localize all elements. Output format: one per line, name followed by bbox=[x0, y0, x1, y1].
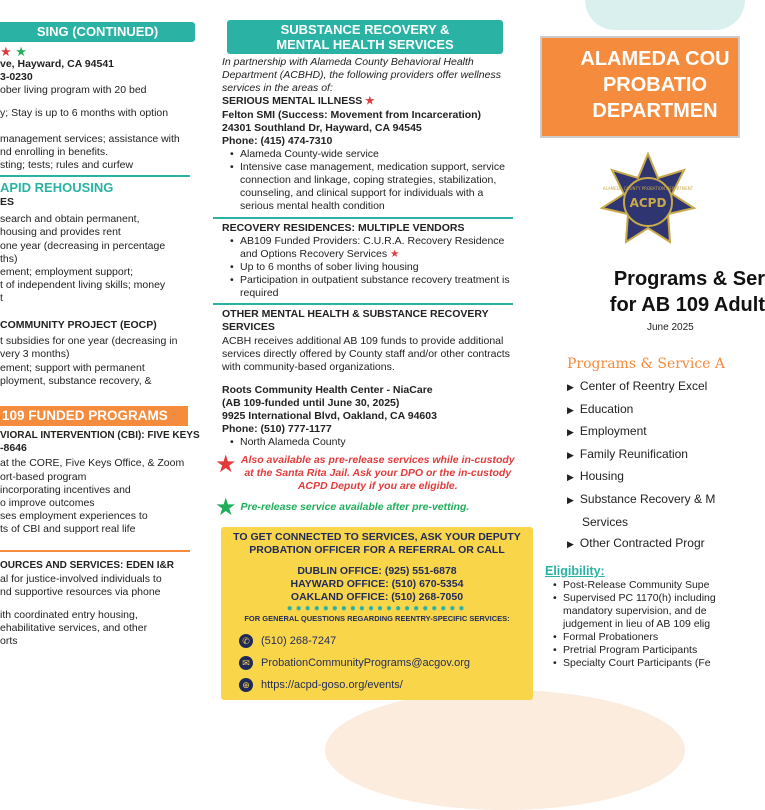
dot-divider: ●●●●●●●●●●●●●●●●●●●● bbox=[286, 602, 468, 614]
list-item: • Up to 6 months of sober living housing bbox=[228, 261, 517, 274]
list-item: mandatory supervision, and de bbox=[563, 605, 707, 617]
contact-box bbox=[221, 527, 533, 700]
left-panel bbox=[0, 0, 205, 730]
text-line: ement; employment support; bbox=[0, 265, 134, 278]
contact-phone-row[interactable] bbox=[239, 630, 527, 652]
felton-phone: Phone: (415) 474-7310 bbox=[222, 134, 333, 147]
list-item-text: Substance Recovery & M bbox=[579, 491, 716, 506]
list-item bbox=[228, 235, 517, 261]
header-line: MENTAL HEALTH SERVICES bbox=[276, 37, 454, 52]
arrow-icon: ▶ bbox=[567, 494, 574, 505]
text-line: management services; assistance with bbox=[0, 132, 180, 145]
title-line: DEPARTMEN bbox=[592, 100, 718, 122]
list-item-text: AB109 Funded Providers: C.U.R.A. Recovery Residence and Options Recovery Services bbox=[240, 234, 505, 260]
dublin-office[interactable]: DUBLIN OFFICE: (925) 551-6878 bbox=[297, 564, 457, 577]
felton-name: Felton SMI (Success: Movement from Incarceration) bbox=[222, 108, 482, 121]
text-line: ith coordinated entry housing, bbox=[0, 608, 138, 621]
right-panel bbox=[525, 0, 765, 730]
list-item: • North Alameda County bbox=[228, 436, 517, 449]
list-item: • Supervised PC 1170(h) including bbox=[551, 592, 716, 605]
roots-phone: Phone: (510) 777-1177 bbox=[222, 423, 332, 436]
list-item-text: Services bbox=[582, 514, 629, 529]
text-line: nd supportive resources via phone bbox=[0, 585, 161, 598]
list-item: • Alameda County-wide service bbox=[228, 148, 517, 161]
contact-email[interactable]: ProbationCommunityPrograms@acgov.org bbox=[261, 656, 471, 669]
eden-header: OURCES AND SERVICES: EDEN I&R bbox=[0, 560, 174, 572]
list-item bbox=[567, 533, 715, 556]
email-icon: ✉ bbox=[239, 656, 253, 670]
list-item-text: Employment bbox=[579, 424, 647, 439]
divider bbox=[213, 303, 513, 305]
other-services-text: ACBH receives additional AB 109 funds to provide additional services directly offered by County staff and/or other contracts with community-based organizations. bbox=[222, 334, 510, 373]
text-line: ehabilitative services, and other bbox=[0, 622, 148, 634]
rapid-rehousing-header: APID REHOUSING bbox=[0, 179, 114, 195]
contact-email-row[interactable] bbox=[239, 652, 527, 674]
contact-web-row[interactable] bbox=[239, 674, 527, 696]
list-item: • Pretrial Program Participants bbox=[551, 644, 716, 657]
list-item bbox=[567, 421, 715, 444]
list-item-text: Center of Reentry Excel bbox=[579, 379, 708, 393]
rapid-sub: ES bbox=[0, 196, 15, 209]
list-item-text: Family Reunification bbox=[579, 446, 688, 461]
programs-line: for AB 109 Adult bbox=[609, 294, 765, 316]
green-note-text: Pre-release service available after pre-vetting. bbox=[240, 501, 470, 514]
address-line: ve, Hayward, CA 94541 bbox=[0, 58, 115, 70]
text-line: ement; support with permanent bbox=[0, 361, 145, 374]
badge-ring-text: ALAMEDA COUNTY PROBATION DEPARTMENT bbox=[602, 186, 694, 191]
intro-text: In partnership with Alameda County Behavioral Health Department (ACBHD), the following providers offer wellness services in the areas of: bbox=[222, 56, 501, 95]
divider bbox=[213, 217, 513, 219]
text-line: one year (decreasing in percentage bbox=[0, 239, 166, 252]
substance-recovery-header bbox=[227, 20, 503, 54]
divider bbox=[0, 175, 190, 177]
text-line: ths) bbox=[0, 252, 18, 265]
header-line: SUBSTANCE RECOVERY & bbox=[280, 22, 450, 37]
red-star-icon: ★ bbox=[215, 450, 237, 478]
text-line: t subsidies for one year (decreasing in bbox=[0, 335, 178, 348]
text-line: ts of CBI and support real life bbox=[0, 523, 136, 535]
housing-continued-header: SING (CONTINUED) bbox=[0, 22, 195, 42]
arrow-icon: ▶ bbox=[567, 539, 574, 550]
text-line: housing and provides rent bbox=[0, 226, 121, 239]
roots-address: 9925 International Blvd, Oakland, CA 94603 bbox=[222, 410, 437, 423]
eligibility-header: Eligibility: bbox=[545, 564, 605, 578]
phone-icon: ✆ bbox=[239, 634, 253, 648]
felton-address: 24301 Southland Dr, Hayward, CA 94545 bbox=[222, 121, 422, 134]
cbi-phone: -8646 bbox=[0, 442, 27, 455]
text-line: ober living program with 20 bed bbox=[0, 84, 147, 97]
areas-header: Programs & Service A bbox=[567, 356, 726, 372]
text-line: nd enrolling in benefits. bbox=[0, 145, 108, 158]
contact-web[interactable]: https://acpd-goso.org/events/ bbox=[261, 678, 403, 691]
list-item: • Formal Probationers bbox=[551, 631, 716, 644]
text-line: search and obtain permanent, bbox=[0, 213, 140, 226]
arrow-icon: ▶ bbox=[567, 472, 574, 483]
general-questions: FOR GENERAL QUESTIONS REGARDING REENTRY-SPECIFIC SERVICES: bbox=[244, 613, 510, 623]
text-line: at the CORE, Five Keys Office, & Zoom bbox=[0, 457, 185, 470]
text-line: incorporating incentives and bbox=[0, 483, 131, 496]
list-item bbox=[567, 466, 715, 489]
programs-title bbox=[545, 266, 765, 318]
eocp-header: COMMUNITY PROJECT (EOCP) bbox=[0, 319, 157, 332]
red-star-icon: ★ bbox=[365, 95, 375, 108]
list-item-text: Education bbox=[579, 401, 634, 416]
text-line: t bbox=[0, 292, 3, 304]
list-item bbox=[567, 512, 715, 534]
connect-line: PROBATION OFFICER FOR A REFERRAL OR CALL bbox=[249, 543, 505, 556]
list-item bbox=[567, 376, 715, 399]
green-star-icon: ★ bbox=[215, 493, 237, 521]
ab109-funded-header: 109 FUNDED PROGRAMS bbox=[0, 406, 188, 426]
list-item-text: Other Contracted Progr bbox=[579, 536, 705, 551]
eligibility-list bbox=[551, 579, 716, 670]
list-item: • Post-Release Community Supe bbox=[551, 579, 716, 592]
text-line: al for justice-involved individuals to bbox=[0, 572, 162, 585]
text-line: y; Stay is up to 6 months with option bbox=[0, 107, 169, 120]
smi-header bbox=[222, 95, 517, 108]
text-line: ses employment experiences to bbox=[0, 509, 148, 522]
title-banner bbox=[540, 36, 740, 138]
cbi-header: VIORAL INTERVENTION (CBI): FIVE KEYS bbox=[0, 429, 200, 441]
list-item: • Participation in outpatient substance recovery treatment is required bbox=[228, 274, 517, 300]
list-item bbox=[567, 399, 715, 422]
red-star-icon: ★ bbox=[390, 247, 400, 260]
red-note-text: Also available as pre-release services while in-custody at the Santa Rita Jail. Ask your DPO or the in-custody ACPD Deputy if you are eligible. bbox=[240, 453, 515, 492]
acpd-badge-icon bbox=[600, 152, 696, 248]
areas-list bbox=[567, 376, 715, 556]
contact-phone[interactable]: (510) 268-7247 bbox=[261, 634, 337, 647]
title-line: PROBATIO bbox=[602, 74, 708, 96]
recovery-residences-header: RECOVERY RESIDENCES: MULTIPLE VENDORS bbox=[222, 221, 465, 234]
text-line: orts bbox=[0, 635, 18, 648]
stars-row: ★ ★ bbox=[0, 44, 27, 59]
text-line: o improve outcomes bbox=[0, 496, 95, 509]
roots-sub: (AB 109-funded until June 30, 2025) bbox=[222, 397, 400, 409]
green-star-note bbox=[215, 493, 515, 521]
list-item bbox=[567, 444, 715, 467]
text-line: sting; tests; rules and curfew bbox=[0, 158, 134, 171]
oakland-office[interactable]: OAKLAND OFFICE: (510) 268-7050 bbox=[290, 590, 464, 603]
red-star-note bbox=[215, 450, 515, 493]
arrow-icon: ▶ bbox=[567, 449, 574, 460]
decor-shape bbox=[585, 0, 745, 30]
smi-header-label: SERIOUS MENTAL ILLNESS bbox=[222, 95, 363, 108]
date: June 2025 bbox=[647, 322, 694, 333]
globe-icon: ⊕ bbox=[239, 678, 253, 692]
badge-text: ACPD bbox=[629, 196, 667, 210]
list-item bbox=[567, 489, 715, 512]
other-services-header: OTHER MENTAL HEALTH & SUBSTANCE RECOVERY SERVICES bbox=[222, 308, 489, 334]
list-item-text: Housing bbox=[579, 469, 624, 484]
arrow-icon: ▶ bbox=[567, 404, 574, 415]
arrow-icon: ▶ bbox=[567, 427, 574, 438]
text-line: t of independent living skills; money bbox=[0, 278, 166, 291]
list-item: • Specialty Court Participants (Fe bbox=[551, 657, 716, 670]
hayward-office[interactable]: HAYWARD OFFICE: (510) 670-5354 bbox=[290, 577, 464, 590]
title-line: ALAMEDA COU bbox=[580, 48, 730, 70]
phone-line: 3-0230 bbox=[0, 71, 33, 84]
text-line: very 3 months) bbox=[0, 348, 70, 361]
programs-line: Programs & Ser bbox=[613, 268, 765, 290]
text-line: ort-based program bbox=[0, 470, 87, 483]
arrow-icon: ▶ bbox=[567, 382, 574, 392]
middle-panel bbox=[205, 0, 525, 730]
divider bbox=[0, 550, 190, 552]
list-item: • Intensive case management, medication support, service connection and linkage, coping strategies, stabilization, counseling, and clinical support for individuals with a serious mental health condition bbox=[228, 161, 517, 214]
list-item: judgement in lieu of AB 109 elig bbox=[563, 618, 711, 630]
roots-name: Roots Community Health Center - NiaCare bbox=[222, 383, 433, 396]
text-line: ployment, substance recovery, & bbox=[0, 374, 152, 387]
connect-line: TO GET CONNECTED TO SERVICES, ASK YOUR DEPUTY bbox=[233, 530, 521, 543]
